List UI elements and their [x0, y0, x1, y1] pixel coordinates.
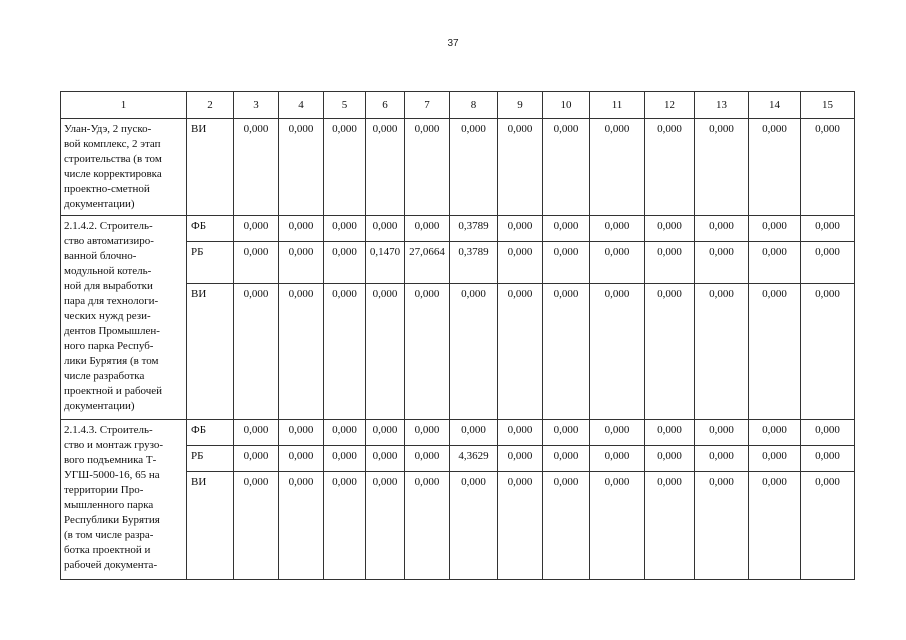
value-cell: 0,000 [645, 216, 695, 242]
value-cell: 0,000 [498, 284, 543, 420]
value-cell: 0,000 [543, 119, 590, 216]
value-cell: 0,000 [234, 472, 279, 580]
value-cell: 0,000 [590, 446, 645, 472]
value-cell: 0,000 [695, 119, 749, 216]
col-header: 11 [590, 92, 645, 119]
value-cell: 0,000 [749, 420, 801, 446]
value-cell: 0,000 [366, 446, 405, 472]
value-cell: 0,000 [450, 420, 498, 446]
value-cell: 0,000 [590, 420, 645, 446]
value-cell: 0,000 [498, 216, 543, 242]
col-header: 4 [279, 92, 324, 119]
col-header: 12 [645, 92, 695, 119]
value-cell: 0,000 [801, 446, 855, 472]
value-cell: 0,000 [645, 446, 695, 472]
value-cell: 0,000 [543, 284, 590, 420]
table-row [61, 420, 855, 446]
item-description: 2.1.4.2. Строитель- ство автоматизиро- ванной блочно- модульной котель- ной для выработки пара для технологи- ческих нужд рези- дентов Промышлен- ного парка Респуб- лики Бурятия (в том числе разработка проектной и рабочей документации) [61, 216, 187, 420]
value-cell: 0,000 [695, 472, 749, 580]
value-cell: 0,000 [749, 119, 801, 216]
value-cell: 0,000 [366, 472, 405, 580]
value-cell: 0,000 [590, 242, 645, 284]
value-cell: 0,000 [324, 284, 366, 420]
value-cell: 0,000 [801, 420, 855, 446]
value-cell: 0,000 [695, 446, 749, 472]
value-cell: 0,000 [645, 119, 695, 216]
value-cell: 0,000 [234, 446, 279, 472]
value-cell: 0,000 [279, 420, 324, 446]
value-cell: 0,000 [498, 446, 543, 472]
value-cell: 0,000 [590, 284, 645, 420]
value-cell: 0,000 [366, 216, 405, 242]
col-header: 13 [695, 92, 749, 119]
value-cell: 0,000 [645, 472, 695, 580]
value-cell: 0,000 [405, 446, 450, 472]
header-row [61, 92, 855, 119]
value-cell: 0,000 [405, 472, 450, 580]
value-cell: 0,000 [749, 446, 801, 472]
funding-source: ВИ [187, 472, 234, 580]
value-cell: 0,000 [645, 420, 695, 446]
col-header: 9 [498, 92, 543, 119]
value-cell: 0,000 [801, 119, 855, 216]
value-cell: 0,000 [324, 472, 366, 580]
value-cell: 0,000 [279, 119, 324, 216]
value-cell: 0,000 [450, 284, 498, 420]
value-cell: 4,3629 [450, 446, 498, 472]
funding-source: ФБ [187, 420, 234, 446]
value-cell: 0,000 [645, 284, 695, 420]
value-cell: 0,000 [405, 119, 450, 216]
value-cell: 0,000 [405, 420, 450, 446]
col-header: 1 [61, 92, 187, 119]
value-cell: 0,000 [590, 119, 645, 216]
value-cell: 0,000 [543, 242, 590, 284]
value-cell: 0,000 [498, 420, 543, 446]
col-header: 7 [405, 92, 450, 119]
value-cell: 0,000 [450, 119, 498, 216]
value-cell: 0,000 [543, 472, 590, 580]
value-cell: 0,000 [695, 284, 749, 420]
funding-source: ВИ [187, 284, 234, 420]
value-cell: 0,000 [801, 472, 855, 580]
value-cell: 0,000 [645, 242, 695, 284]
value-cell: 0,000 [279, 446, 324, 472]
value-cell: 0,000 [749, 472, 801, 580]
table-row [61, 216, 855, 242]
value-cell: 0,000 [590, 472, 645, 580]
value-cell: 0,000 [279, 472, 324, 580]
col-header: 8 [450, 92, 498, 119]
value-cell: 0,000 [324, 119, 366, 216]
value-cell: 0,1470 [366, 242, 405, 284]
value-cell: 0,000 [366, 420, 405, 446]
page-number: 37 [447, 38, 459, 49]
funding-source: РБ [187, 446, 234, 472]
value-cell: 0,000 [234, 284, 279, 420]
value-cell: 0,000 [234, 216, 279, 242]
value-cell: 0,3789 [450, 216, 498, 242]
value-cell: 0,3789 [450, 242, 498, 284]
value-cell: 0,000 [366, 284, 405, 420]
col-header: 2 [187, 92, 234, 119]
table-row [61, 119, 855, 216]
value-cell: 0,000 [450, 472, 498, 580]
value-cell: 0,000 [366, 119, 405, 216]
value-cell: 0,000 [543, 216, 590, 242]
value-cell: 0,000 [498, 242, 543, 284]
value-cell: 0,000 [749, 216, 801, 242]
value-cell: 0,000 [801, 216, 855, 242]
value-cell: 0,000 [543, 420, 590, 446]
col-header: 5 [324, 92, 366, 119]
value-cell: 0,000 [324, 242, 366, 284]
value-cell: 0,000 [324, 216, 366, 242]
value-cell: 0,000 [749, 284, 801, 420]
value-cell: 0,000 [234, 420, 279, 446]
value-cell: 0,000 [695, 420, 749, 446]
value-cell: 0,000 [749, 242, 801, 284]
value-cell: 0,000 [801, 284, 855, 420]
value-cell: 0,000 [405, 216, 450, 242]
value-cell: 0,000 [234, 119, 279, 216]
item-description: Улан-Удэ, 2 пуско- вой комплекс, 2 этап строительства (в том числе корректировка проектно-сметной документации) [61, 119, 187, 216]
value-cell: 0,000 [695, 216, 749, 242]
funding-source: РБ [187, 242, 234, 284]
value-cell: 0,000 [543, 446, 590, 472]
col-header: 6 [366, 92, 405, 119]
value-cell: 0,000 [801, 242, 855, 284]
value-cell: 0,000 [695, 242, 749, 284]
funding-source: ФБ [187, 216, 234, 242]
value-cell: 0,000 [279, 242, 324, 284]
col-header: 10 [543, 92, 590, 119]
value-cell: 0,000 [234, 242, 279, 284]
value-cell: 0,000 [279, 284, 324, 420]
item-description: 2.1.4.3. Строитель- ство и монтаж грузо- вого подъемника Т- УГШ-5000-16, 65 на территории Про- мышленного парка Республики Бурятия (в том числе разра- ботка проектной и рабочей документа- [61, 420, 187, 580]
value-cell: 0,000 [279, 216, 324, 242]
budget-table [60, 91, 855, 580]
value-cell: 0,000 [498, 472, 543, 580]
value-cell: 0,000 [405, 284, 450, 420]
value-cell: 0,000 [324, 420, 366, 446]
funding-source: ВИ [187, 119, 234, 216]
value-cell: 0,000 [324, 446, 366, 472]
value-cell: 27,0664 [405, 242, 450, 284]
col-header: 3 [234, 92, 279, 119]
col-header: 14 [749, 92, 801, 119]
col-header: 15 [801, 92, 855, 119]
value-cell: 0,000 [498, 119, 543, 216]
value-cell: 0,000 [590, 216, 645, 242]
